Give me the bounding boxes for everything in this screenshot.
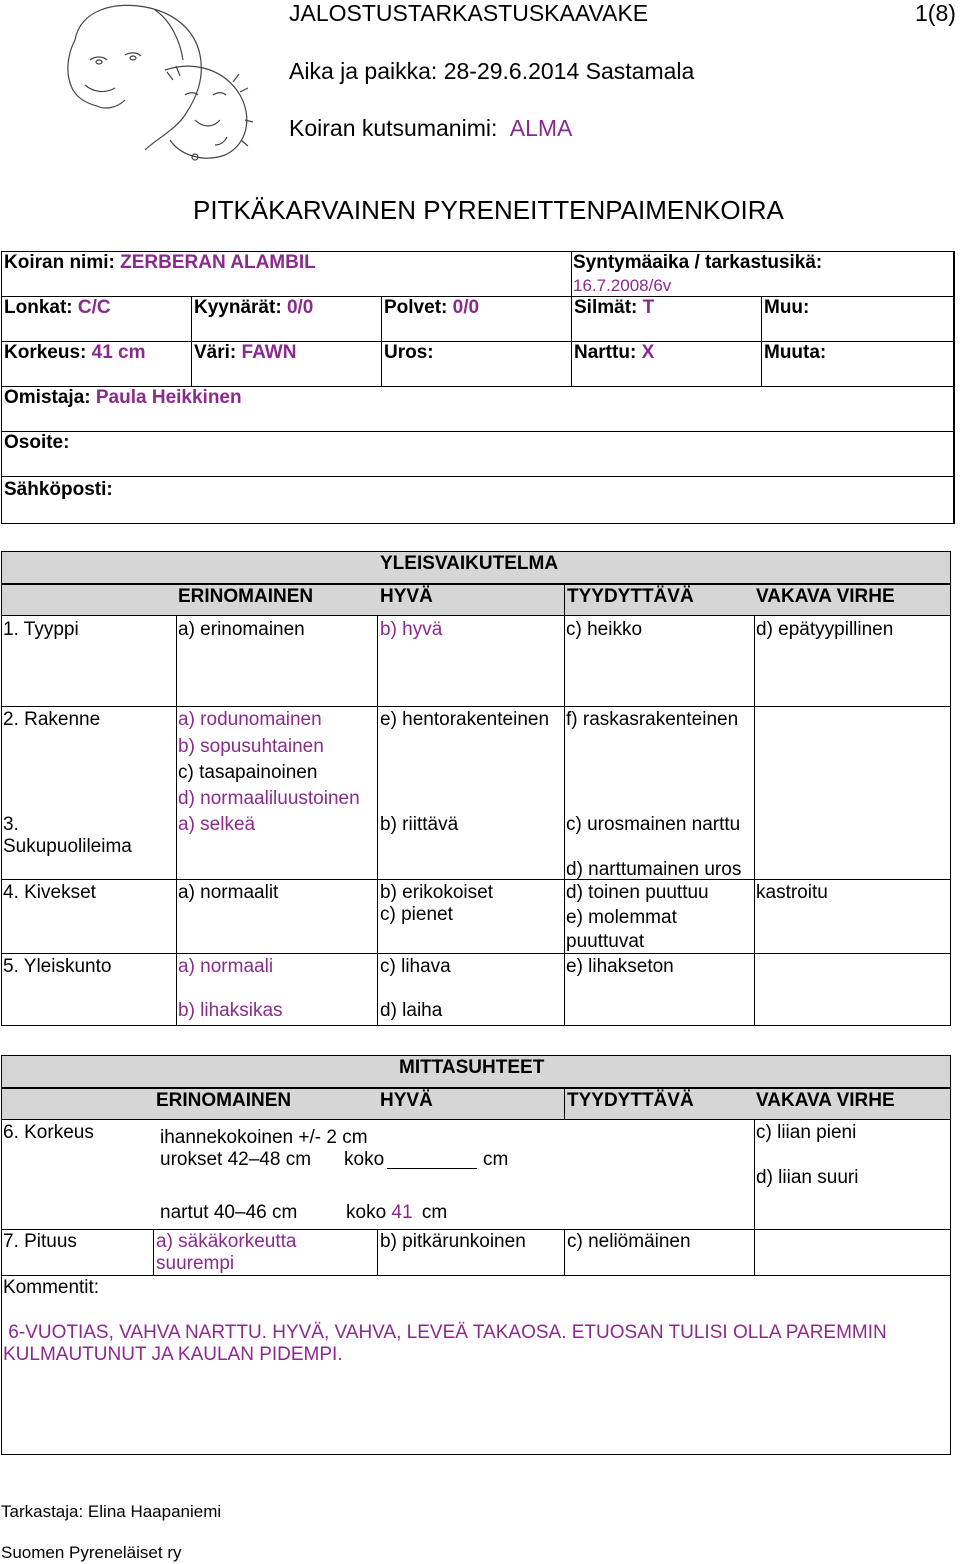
too-small: c) liian pieni — [756, 1122, 857, 1143]
build-a: a) rodunomainen — [178, 709, 322, 730]
place-label: Aika ja paikka: — [289, 58, 438, 84]
owner-value: Paula Heikkinen — [95, 387, 242, 408]
female-cell — [574, 342, 654, 364]
measure-title: MITTASUHTEET — [399, 1057, 545, 1078]
testicles-castrated: kastroitu — [756, 882, 828, 903]
elbows-label: Kyynärät: — [194, 297, 282, 318]
type-label: 1. Tyyppi — [3, 619, 79, 640]
female-value: X — [641, 342, 655, 363]
males-koko-label: koko — [344, 1149, 385, 1170]
females-koko-value: 41 — [391, 1202, 413, 1223]
testicles-label: 4. Kivekset — [3, 882, 96, 903]
build-d: d) normaaliluustoinen — [178, 788, 360, 809]
length-c: c) neliömäinen — [567, 1231, 691, 1252]
condition-d: d) laiha — [380, 1000, 443, 1021]
dogs-logo-image — [55, 0, 270, 165]
eyes-label: Silmät: — [574, 297, 638, 318]
hips-value: C/C — [77, 297, 111, 318]
type-d: d) epätyypillinen — [756, 619, 894, 640]
birth-label: Syntymäaika / tarkastusikä: — [573, 252, 823, 273]
m-col-satisfactory: TYYDYTTÄVÄ — [567, 1090, 694, 1111]
male-label: Uros: — [384, 342, 434, 363]
other2-label: Muuta: — [764, 342, 827, 363]
color-value: FAWN — [241, 342, 297, 363]
condition-b: b) lihaksikas — [178, 1000, 283, 1021]
general-title: YLEISVAIKUTELMA — [380, 553, 559, 574]
females-koko-label: koko — [346, 1202, 387, 1223]
testicles-b: b) erikokoiset — [380, 882, 493, 903]
color-cell — [194, 342, 296, 364]
length-a2: suurempi — [156, 1253, 235, 1274]
comment-line-2: KULMAUTUNUT JA KAULAN PIDEMPI. — [3, 1344, 343, 1365]
sex-label-1: 3. — [3, 814, 19, 835]
birth-value: 16.7.2008/6v — [573, 276, 672, 295]
testicles-c: c) pienet — [380, 904, 453, 925]
place-value: 28-29.6.2014 Sastamala — [443, 58, 695, 84]
sex-a: a) selkeä — [178, 814, 256, 835]
build-e: e) hentorakenteinen — [380, 709, 550, 730]
m-height-label: 6. Korkeus — [3, 1122, 94, 1143]
elbows-cell — [194, 297, 313, 319]
build-b: b) sopusuhtainen — [178, 736, 324, 757]
owner-label: Omistaja: — [4, 387, 91, 408]
callname-label: Koiran kutsumanimi: — [289, 115, 498, 141]
place-line — [289, 58, 694, 85]
length-label: 7. Pituus — [3, 1231, 77, 1252]
other-label: Muu: — [764, 297, 810, 318]
type-c: c) heikko — [566, 619, 643, 640]
callname-value: ALMA — [509, 115, 573, 141]
hips-label: Lonkat: — [4, 297, 73, 318]
testicles-e2: puuttuvat — [566, 931, 645, 952]
length-a1: a) säkäkorkeutta — [156, 1231, 297, 1252]
condition-e: e) lihakseton — [566, 956, 674, 977]
testicles-d: d) toinen puuttuu — [566, 882, 709, 903]
condition-c: c) lihava — [380, 956, 451, 977]
hips-cell — [4, 297, 111, 319]
m-col-excellent: ERINOMAINEN — [156, 1090, 292, 1111]
sex-b: b) riittävä — [380, 814, 459, 835]
knees-label: Polvet: — [384, 297, 448, 318]
height-label: Korkeus: — [4, 342, 87, 363]
length-b: b) pitkärunkoinen — [380, 1231, 526, 1252]
email-label: Sähköposti: — [4, 479, 113, 500]
dog-name-value: ZERBERAN ALAMBIL — [120, 252, 316, 273]
club-name: Suomen Pyreneläiset ry — [1, 1543, 182, 1562]
sex-d: d) narttumainen uros — [566, 859, 742, 880]
col-serious-fault: VAKAVA VIRHE — [756, 586, 895, 607]
dog-name-label: Koiran nimi: — [4, 252, 115, 273]
col-excellent: ERINOMAINEN — [178, 586, 314, 607]
elbows-value: 0/0 — [286, 297, 314, 318]
height-cell — [4, 342, 146, 364]
knees-value: 0/0 — [452, 297, 480, 318]
dog-name-cell — [4, 252, 316, 274]
males-cm: cm — [483, 1149, 509, 1170]
m-col-serious-fault: VAKAVA VIRHE — [756, 1090, 895, 1111]
females-koko — [346, 1202, 447, 1224]
eyes-value: T — [642, 297, 655, 318]
page-number: 1(8) — [915, 0, 956, 26]
type-a: a) erinomainen — [178, 619, 305, 640]
inspector: Tarkastaja: Elina Haapaniemi — [1, 1502, 222, 1521]
eyes-cell — [574, 297, 654, 319]
breed-title: PITKÄKARVAINEN PYRENEITTENPAIMENKOIRA — [193, 195, 784, 225]
too-big: d) liian suuri — [756, 1167, 859, 1188]
m-col-good: HYVÄ — [380, 1090, 433, 1111]
condition-a: a) normaali — [178, 956, 274, 977]
sex-label-2: Sukupuolileima — [3, 836, 132, 857]
col-satisfactory: TYYDYTTÄVÄ — [567, 586, 694, 607]
testicles-e1: e) molemmat — [566, 907, 677, 928]
comments-label: Kommentit: — [3, 1277, 100, 1298]
col-good: HYVÄ — [380, 586, 433, 607]
owner-cell — [4, 387, 242, 409]
callname-line — [289, 115, 572, 142]
knees-cell — [384, 297, 479, 319]
males-size: urokset 42–48 cm — [160, 1149, 312, 1170]
female-label: Narttu: — [574, 342, 637, 363]
form-title: JALOSTUSTARKASTUSKAAVAKE — [289, 0, 649, 26]
females-size: nartut 40–46 cm — [160, 1202, 298, 1223]
females-cm: cm — [421, 1202, 448, 1223]
type-b: b) hyvä — [380, 619, 443, 640]
testicles-a: a) normaalit — [178, 882, 279, 903]
build-label: 2. Rakenne — [3, 709, 101, 730]
build-f: f) raskasrakenteinen — [566, 709, 739, 730]
comment-line-1: 6-VUOTIAS, VAHVA NARTTU. HYVÄ, VAHVA, LEVEÄ TAKAOSA. ETUOSAN TULISI OLLA PAREMMIN — [3, 1322, 887, 1343]
build-c: c) tasapainoinen — [178, 762, 318, 783]
sex-c: c) urosmainen narttu — [566, 814, 741, 835]
color-label: Väri: — [194, 342, 237, 363]
height-value: 41 cm — [91, 342, 146, 363]
address-label: Osoite: — [4, 432, 70, 453]
males-koko-blank — [387, 1168, 477, 1169]
ideal-size: ihannekokoinen +/- 2 cm — [160, 1127, 368, 1148]
condition-label: 5. Yleiskunto — [3, 956, 112, 977]
